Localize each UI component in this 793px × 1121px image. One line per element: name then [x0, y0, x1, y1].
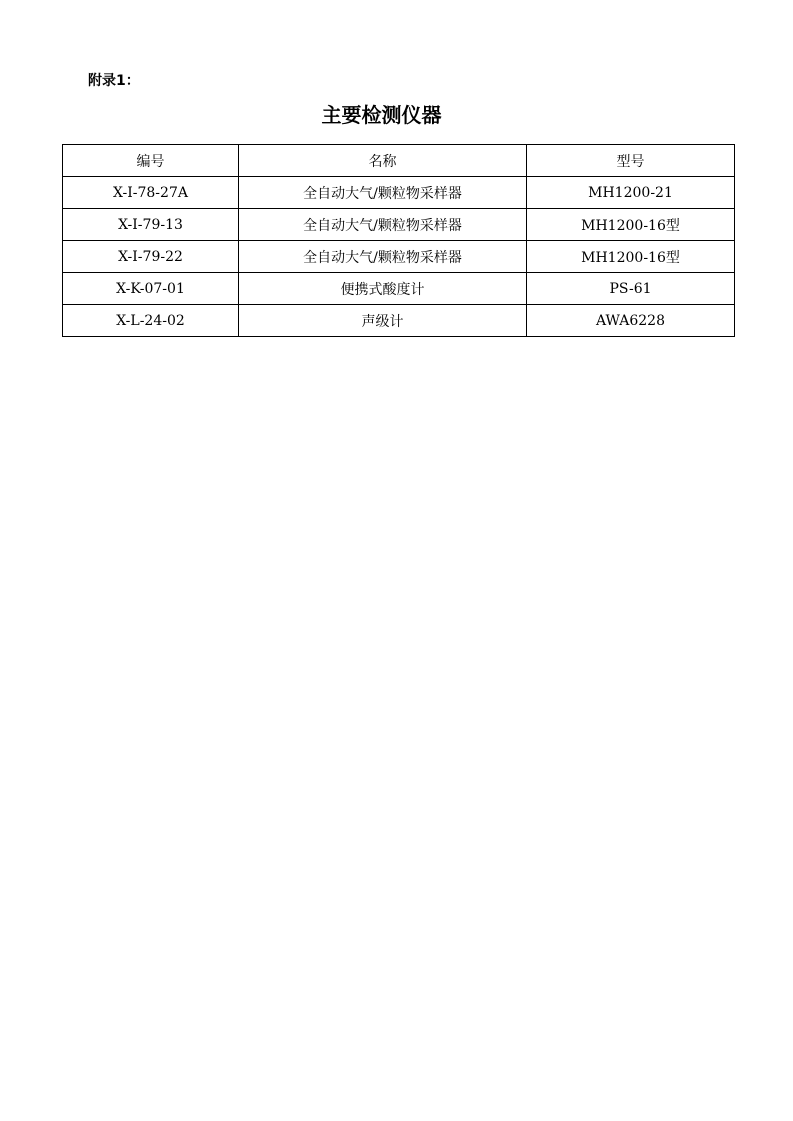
- table-row: [63, 209, 735, 241]
- cell-model: MH1200-16型: [527, 209, 735, 241]
- cell-name: 便携式酸度计: [239, 273, 527, 305]
- cell-name: 声级计: [239, 305, 527, 337]
- cell-id: X-I-78-27A: [63, 177, 239, 209]
- table-header-row: [63, 145, 735, 177]
- cell-id: X-I-79-13: [63, 209, 239, 241]
- table-row: [63, 305, 735, 337]
- cell-model: PS-61: [527, 273, 735, 305]
- cell-name: 全自动大气/颗粒物采样器: [239, 209, 527, 241]
- cell-id: X-L-24-02: [63, 305, 239, 337]
- cell-id: X-I-79-22: [63, 241, 239, 273]
- header-model: 型号: [527, 145, 735, 177]
- cell-name: 全自动大气/颗粒物采样器: [239, 177, 527, 209]
- header-id: 编号: [63, 145, 239, 177]
- header-name: 名称: [239, 145, 527, 177]
- table-row: [63, 241, 735, 273]
- table-row: [63, 177, 735, 209]
- cell-id: X-K-07-01: [63, 273, 239, 305]
- table-row: [63, 273, 735, 305]
- instrument-table: [62, 144, 735, 337]
- cell-name: 全自动大气/颗粒物采样器: [239, 241, 527, 273]
- appendix-label: 附录1：: [88, 73, 140, 89]
- page-title: 主要检测仪器: [321, 103, 442, 127]
- cell-model: MH1200-16型: [527, 241, 735, 273]
- cell-model: AWA6228: [527, 305, 735, 337]
- cell-model: MH1200-21: [527, 177, 735, 209]
